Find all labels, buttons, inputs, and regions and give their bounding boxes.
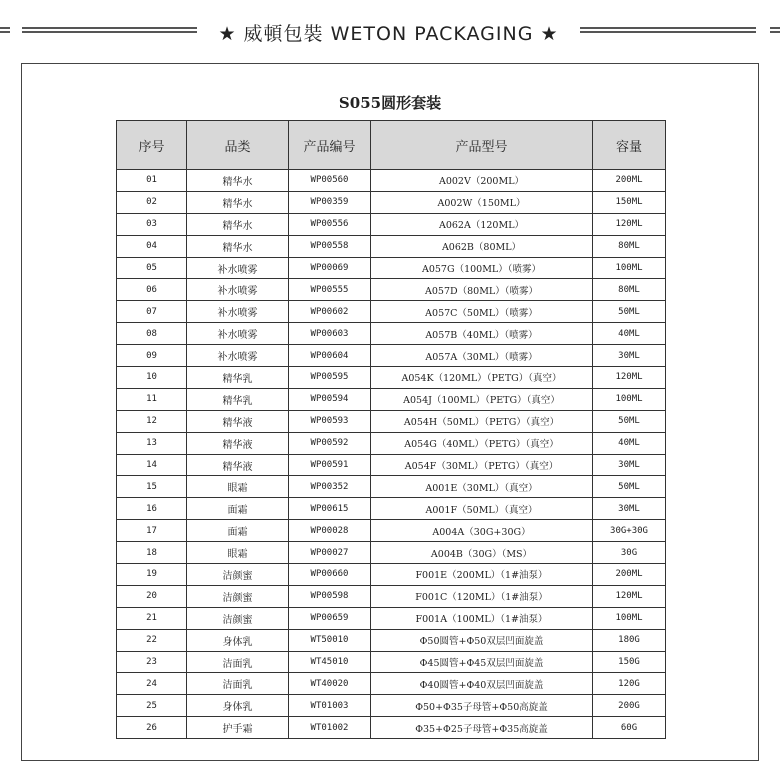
cell-model: A002W（150ML）	[371, 191, 593, 213]
table-row	[117, 454, 666, 476]
table-row	[117, 564, 666, 586]
cell-product-code: WP00595	[289, 367, 371, 389]
cell-model: A054F（30ML）（PETG）（真空）	[371, 454, 593, 476]
cell-product-code: WP00659	[289, 607, 371, 629]
table-row	[117, 388, 666, 410]
cell-category: 补水喷雾	[187, 279, 289, 301]
cell-category: 精华水	[187, 213, 289, 235]
cell-model: A002V（200ML）	[371, 170, 593, 192]
cell-serial: 11	[117, 388, 187, 410]
cell-product-code: WP00591	[289, 454, 371, 476]
decorative-double-line	[770, 27, 780, 33]
cell-capacity: 80ML	[593, 279, 666, 301]
cell-capacity: 30ML	[593, 498, 666, 520]
cell-model: A054H（50ML）（PETG）（真空）	[371, 410, 593, 432]
cell-capacity: 100ML	[593, 388, 666, 410]
table-header-row	[117, 121, 666, 170]
table-title: S055圆形套装	[338, 94, 442, 112]
cell-category: 补水喷雾	[187, 301, 289, 323]
cell-model: A004B（30G）（MS）	[371, 542, 593, 564]
cell-category: 补水喷雾	[187, 345, 289, 367]
cell-capacity: 200ML	[593, 170, 666, 192]
cell-capacity: 120G	[593, 673, 666, 695]
cell-capacity: 100ML	[593, 607, 666, 629]
cell-model: A057B（40ML）（喷雾）	[371, 323, 593, 345]
cell-capacity: 50ML	[593, 476, 666, 498]
cell-product-code: WP00560	[289, 170, 371, 192]
cell-serial: 24	[117, 673, 187, 695]
cell-category: 补水喷雾	[187, 323, 289, 345]
cell-capacity: 180G	[593, 629, 666, 651]
cell-capacity: 200ML	[593, 564, 666, 586]
cell-category: 精华液	[187, 432, 289, 454]
cell-serial: 07	[117, 301, 187, 323]
cell-model: Φ50圆管+Φ50双层凹面旋盖	[371, 629, 593, 651]
table-row	[117, 410, 666, 432]
cell-model: F001C（120ML）（1#油泵）	[371, 585, 593, 607]
cell-product-code: WP00603	[289, 323, 371, 345]
cell-model: A062B（80ML）	[371, 235, 593, 257]
cell-serial: 15	[117, 476, 187, 498]
table-row	[117, 629, 666, 651]
cell-model: Φ45圆管+Φ45双层凹面旋盖	[371, 651, 593, 673]
cell-category: 眼霜	[187, 542, 289, 564]
table-row	[117, 542, 666, 564]
cell-serial: 22	[117, 629, 187, 651]
table-row	[117, 301, 666, 323]
cell-serial: 18	[117, 542, 187, 564]
cell-serial: 08	[117, 323, 187, 345]
table-row	[117, 717, 666, 739]
cell-category: 洁面乳	[187, 651, 289, 673]
cell-serial: 14	[117, 454, 187, 476]
cell-model: A057C（50ML）（喷雾）	[371, 301, 593, 323]
cell-category: 身体乳	[187, 695, 289, 717]
cell-category: 眼霜	[187, 476, 289, 498]
decorative-double-line	[22, 27, 197, 33]
brand-header	[0, 0, 780, 62]
cell-category: 精华乳	[187, 367, 289, 389]
cell-capacity: 30G	[593, 542, 666, 564]
cell-model: A001E（30ML）（真空）	[371, 476, 593, 498]
cell-capacity: 120ML	[593, 213, 666, 235]
cell-product-code: WP00558	[289, 235, 371, 257]
cell-category: 洁面乳	[187, 673, 289, 695]
cell-capacity: 30ML	[593, 454, 666, 476]
cell-serial: 06	[117, 279, 187, 301]
cell-model: A062A（120ML）	[371, 213, 593, 235]
cell-category: 护手霜	[187, 717, 289, 739]
cell-product-code: WP00069	[289, 257, 371, 279]
cell-product-code: WP00352	[289, 476, 371, 498]
cell-serial: 01	[117, 170, 187, 192]
table-row	[117, 695, 666, 717]
cell-product-code: WP00555	[289, 279, 371, 301]
cell-capacity: 100ML	[593, 257, 666, 279]
cell-serial: 13	[117, 432, 187, 454]
cell-capacity: 150ML	[593, 191, 666, 213]
cell-model: A004A（30G+30G）	[371, 520, 593, 542]
cell-product-code: WT40020	[289, 673, 371, 695]
table-row	[117, 651, 666, 673]
cell-capacity: 40ML	[593, 432, 666, 454]
table-row	[117, 476, 666, 498]
cell-product-code: WP00602	[289, 301, 371, 323]
cell-product-code: WP00593	[289, 410, 371, 432]
table-row	[117, 498, 666, 520]
cell-category: 面霜	[187, 520, 289, 542]
table-row	[117, 607, 666, 629]
cell-product-code: WT50010	[289, 629, 371, 651]
cell-category: 精华液	[187, 410, 289, 432]
cell-capacity: 50ML	[593, 301, 666, 323]
brand-title: ★ 威頓包裝 WETON PACKAGING ★	[218, 23, 559, 45]
cell-model: F001E（200ML）（1#油泵）	[371, 564, 593, 586]
column-header: 容量	[593, 121, 666, 170]
cell-serial: 04	[117, 235, 187, 257]
cell-product-code: WP00660	[289, 564, 371, 586]
cell-capacity: 200G	[593, 695, 666, 717]
table-row	[117, 520, 666, 542]
cell-model: A054G（40ML）（PETG）（真空）	[371, 432, 593, 454]
column-header: 产品型号	[371, 121, 593, 170]
cell-serial: 26	[117, 717, 187, 739]
cell-category: 补水喷雾	[187, 257, 289, 279]
cell-serial: 12	[117, 410, 187, 432]
table-row	[117, 673, 666, 695]
cell-serial: 21	[117, 607, 187, 629]
table-row	[117, 235, 666, 257]
cell-capacity: 120ML	[593, 585, 666, 607]
table-row	[117, 279, 666, 301]
cell-category: 面霜	[187, 498, 289, 520]
cell-model: A001F（50ML）（真空）	[371, 498, 593, 520]
cell-serial: 17	[117, 520, 187, 542]
product-table	[116, 120, 666, 739]
cell-capacity: 60G	[593, 717, 666, 739]
decorative-double-line	[580, 27, 756, 33]
cell-serial: 23	[117, 651, 187, 673]
cell-model: A054J（100ML）（PETG）（真空）	[371, 388, 593, 410]
table-row	[117, 170, 666, 192]
cell-category: 精华水	[187, 235, 289, 257]
cell-serial: 02	[117, 191, 187, 213]
cell-serial: 25	[117, 695, 187, 717]
table-row	[117, 191, 666, 213]
cell-model: A054K（120ML）（PETG）（真空）	[371, 367, 593, 389]
cell-product-code: WP00592	[289, 432, 371, 454]
cell-model: A057G（100ML）（喷雾）	[371, 257, 593, 279]
cell-product-code: WT01003	[289, 695, 371, 717]
cell-capacity: 150G	[593, 651, 666, 673]
table-row	[117, 257, 666, 279]
table-row	[117, 323, 666, 345]
table-body	[117, 170, 666, 739]
column-header: 产品编号	[289, 121, 371, 170]
cell-category: 精华乳	[187, 388, 289, 410]
cell-category: 精华水	[187, 170, 289, 192]
column-header: 品类	[187, 121, 289, 170]
cell-product-code: WP00615	[289, 498, 371, 520]
table-row	[117, 213, 666, 235]
cell-capacity: 80ML	[593, 235, 666, 257]
cell-category: 身体乳	[187, 629, 289, 651]
cell-serial: 05	[117, 257, 187, 279]
cell-product-code: WP00028	[289, 520, 371, 542]
column-header: 序号	[117, 121, 187, 170]
decorative-double-line	[0, 27, 10, 33]
cell-category: 精华水	[187, 191, 289, 213]
cell-model: F001A（100ML）（1#油泵）	[371, 607, 593, 629]
cell-serial: 16	[117, 498, 187, 520]
cell-category: 精华液	[187, 454, 289, 476]
cell-category: 洁颜蜜	[187, 564, 289, 586]
cell-capacity: 50ML	[593, 410, 666, 432]
table-row	[117, 345, 666, 367]
cell-capacity: 120ML	[593, 367, 666, 389]
table-row	[117, 585, 666, 607]
table-row	[117, 432, 666, 454]
cell-model: Φ35+Φ25子母管+Φ35高旋盖	[371, 717, 593, 739]
cell-serial: 10	[117, 367, 187, 389]
cell-serial: 09	[117, 345, 187, 367]
cell-serial: 03	[117, 213, 187, 235]
cell-model: A057D（80ML）（喷雾）	[371, 279, 593, 301]
cell-product-code: WP00359	[289, 191, 371, 213]
cell-product-code: WT45010	[289, 651, 371, 673]
cell-serial: 19	[117, 564, 187, 586]
cell-product-code: WP00556	[289, 213, 371, 235]
cell-capacity: 40ML	[593, 323, 666, 345]
table-row	[117, 367, 666, 389]
cell-capacity: 30ML	[593, 345, 666, 367]
cell-product-code: WP00594	[289, 388, 371, 410]
cell-product-code: WP00604	[289, 345, 371, 367]
cell-model: Φ40圆管+Φ40双层凹面旋盖	[371, 673, 593, 695]
cell-model: A057A（30ML）（喷雾）	[371, 345, 593, 367]
cell-product-code: WP00598	[289, 585, 371, 607]
cell-category: 洁颜蜜	[187, 585, 289, 607]
cell-product-code: WP00027	[289, 542, 371, 564]
cell-serial: 20	[117, 585, 187, 607]
cell-product-code: WT01002	[289, 717, 371, 739]
cell-capacity: 30G+30G	[593, 520, 666, 542]
cell-model: Φ50+Φ35子母管+Φ50高旋盖	[371, 695, 593, 717]
cell-category: 洁颜蜜	[187, 607, 289, 629]
